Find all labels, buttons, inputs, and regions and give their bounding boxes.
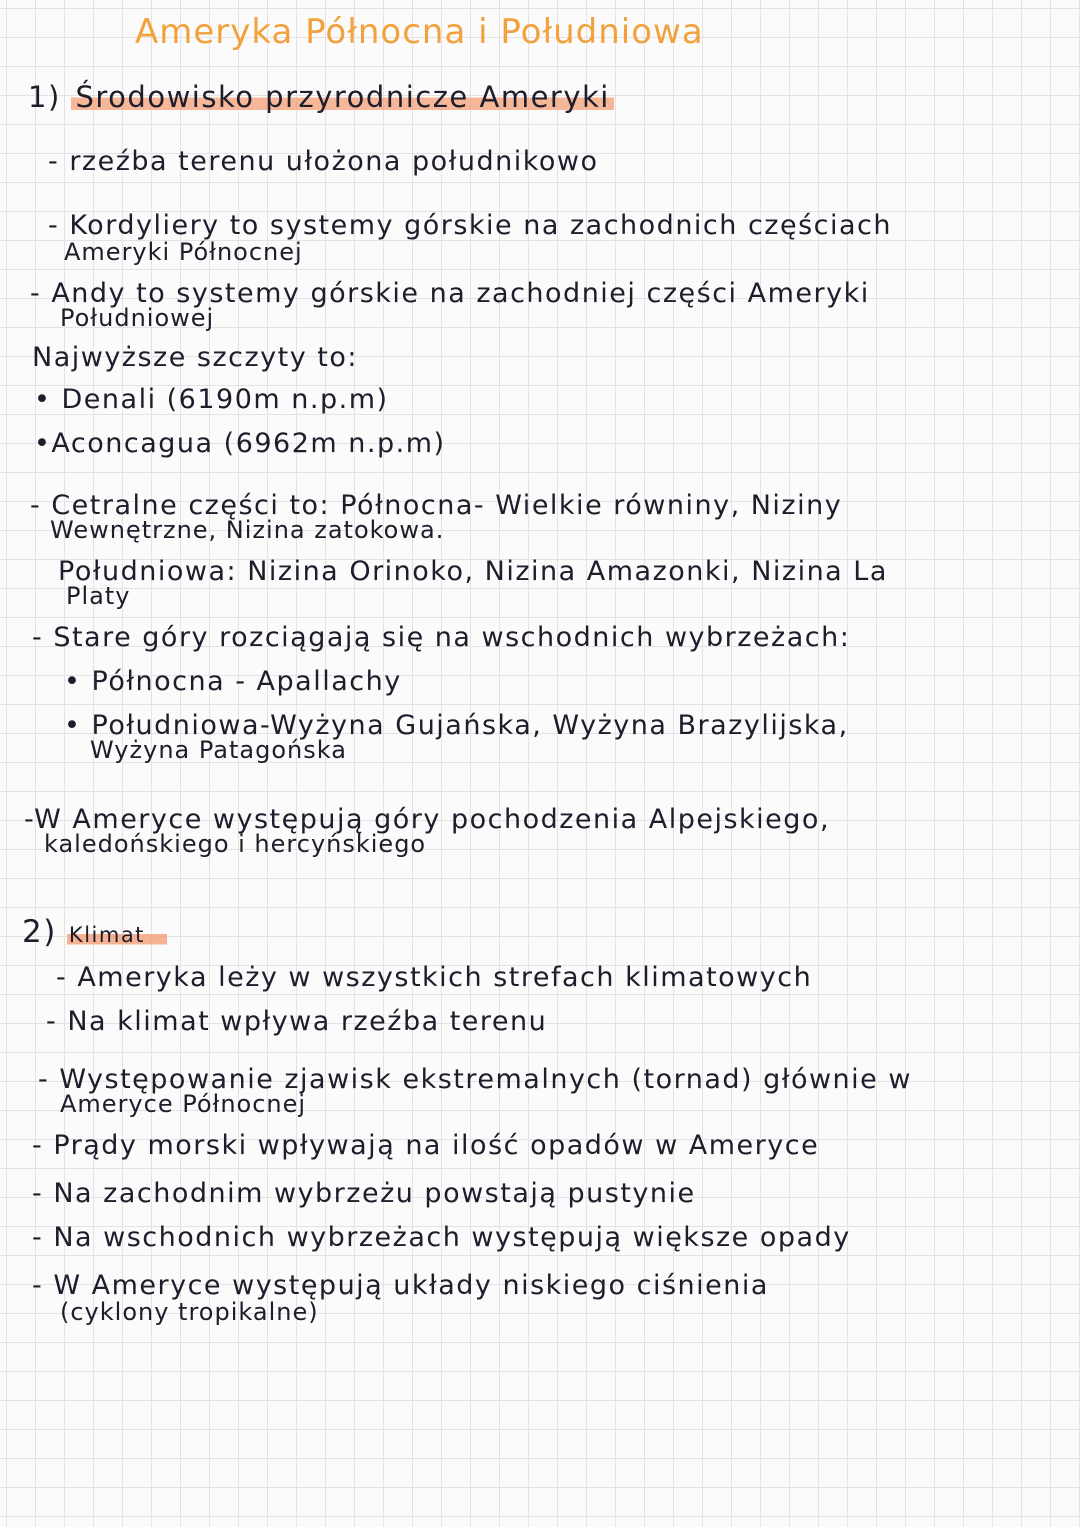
note-line: - W Ameryce występują układy niskiego ciśnienia xyxy=(32,1270,769,1301)
section-2-title: Klimat xyxy=(67,923,167,947)
note-line: kaledońskiego i hercyńskiego xyxy=(44,830,427,858)
note-line: - Ameryka leży w wszystkich strefach klimatowych xyxy=(56,962,813,993)
note-line: Najwyższe szczyty to: xyxy=(32,342,358,373)
section-2-heading xyxy=(22,914,167,950)
note-line: • Południowa-Wyżyna Gujańska, Wyżyna Brazylijska, xyxy=(64,710,849,741)
note-line: - Na wschodnich wybrzeżach występują większe opady xyxy=(32,1222,851,1253)
note-line: Ameryce Północnej xyxy=(60,1090,307,1118)
note-line: Wewnętrzne, Nizina zatokowa. xyxy=(50,516,445,544)
note-line: Wyżyna Patagońska xyxy=(90,736,347,764)
note-line: - Kordyliery to systemy górskie na zachodnich częściach xyxy=(48,210,893,241)
note-line: Południowa: Nizina Orinoko, Nizina Amazonki, Nizina La xyxy=(58,556,888,587)
section-2-number: 2) xyxy=(22,914,57,950)
note-line: -W Ameryce występują góry pochodzenia Alpejskiego, xyxy=(24,804,831,835)
section-1-number: 1) xyxy=(28,80,61,114)
note-line: - Występowanie zjawisk ekstremalnych (tornad) głównie w xyxy=(38,1064,912,1095)
page-title: Ameryka Północna i Południowa xyxy=(135,12,704,52)
section-1-heading xyxy=(28,80,614,114)
section-1-title: Środowisko przyrodnicze Ameryki xyxy=(71,80,613,114)
note-line: • Denali (6190m n.p.m) xyxy=(34,384,389,415)
note-line: Ameryki Północnej xyxy=(64,238,303,266)
note-line: - Cetralne części to: Północna- Wielkie równiny, Niziny xyxy=(30,490,843,521)
note-line: • Północna - Apallachy xyxy=(64,666,402,697)
note-line: (cyklony tropikalne) xyxy=(60,1298,319,1326)
note-line: •Aconcagua (6962m n.p.m) xyxy=(34,428,446,459)
note-line: - Prądy morski wpływają na ilość opadów w Ameryce xyxy=(32,1130,820,1161)
note-line: - Na zachodnim wybrzeżu powstają pustynie xyxy=(32,1178,696,1209)
note-line: - rzeźba terenu ułożona południkowo xyxy=(48,146,599,177)
note-line: - Na klimat wpływa rzeźba terenu xyxy=(46,1006,548,1037)
note-line: Platy xyxy=(66,582,131,610)
note-line: - Stare góry rozciągają się na wschodnich wybrzeżach: xyxy=(32,622,851,653)
note-line: Południowej xyxy=(60,304,215,332)
note-line: - Andy to systemy górskie na zachodniej części Ameryki xyxy=(30,278,870,309)
